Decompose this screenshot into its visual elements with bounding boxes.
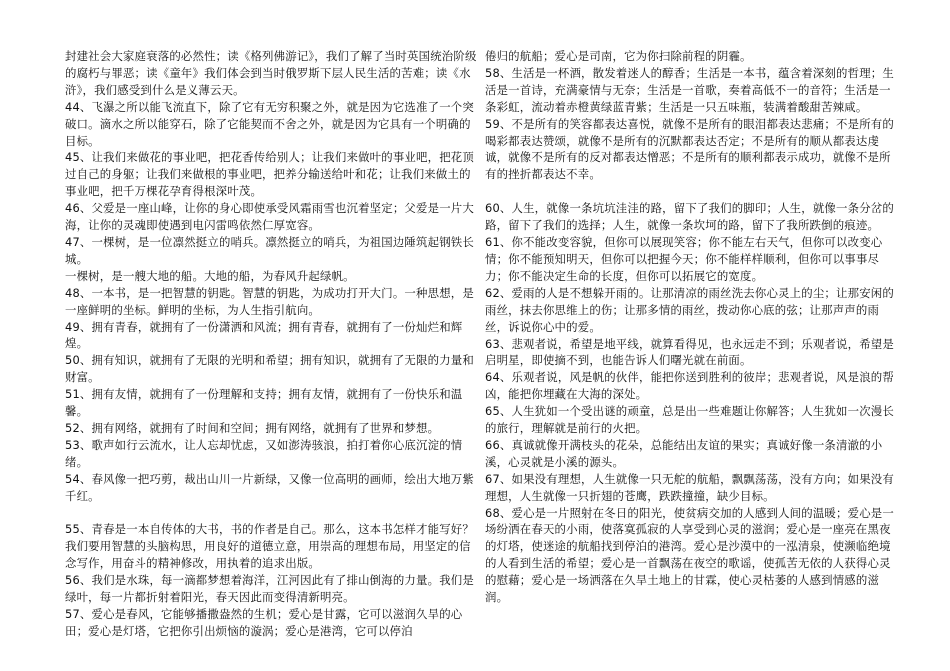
paragraph: 48、一本书，是一把智慧的钥匙。智慧的钥匙，为成功打开大门。一种思想，是一座鲜明的坐标。鲜明的坐标，为人生指引航向。 [65,285,474,317]
paragraph: 67、如果没有理想，人生就像一只无舵的航船，飘飘荡荡，没有方向；如果没有理想，人生就像一只折翅的苍鹰，跌跌撞撞，缺少目标。 [485,471,894,503]
paragraph: 57、爱心是春风，它能够播撒盎然的生机；爱心是甘露，它可以滋润久旱的心田；爱心是灯塔，它把你引出烦恼的漩涡；爱心是港湾，它可以停泊 [65,607,463,638]
paragraph: 封建社会大家庭衰落的必然性；读《格列佛游记》，我们了解了当时英国统治阶级的腐朽与罪恶；读《童年》我们体会到当时俄罗斯下层人民生活的苦难；读《水浒》，我们感受到什么是义薄云天。 [65,49,477,97]
paragraph: 68、爱心是一片照射在冬日的阳光，使贫病交加的人感到人间的温暖；爱心是一场纷洒在春天的小雨，使落寞孤寂的人享受到心灵的滋润；爱心是一座亮在黑夜的灯塔，使迷途的航船找到停泊的港湾。爱心是沙漠中的一泓清泉，使濒临绝境的人看到生活的希望；爱心是一首飘荡在夜空的歌谣，使孤苦无依的人获得心灵的慰藉；爱心是一场洒落在久旱土地上的甘霖，使心灵枯萎的人感到情感的滋润。 [485,505,894,605]
paragraph: 46、父爱是一座山峰，让你的身心即使承受风霜雨雪也沉着坚定；父爱是一片大海，让你的灵魂即使遇到电闪雷鸣依然仁厚宽容。 [65,201,474,233]
paragraph: 44、飞瀑之所以能飞流直下，除了它有无穷积聚之外，就是因为它选准了一个突破口。滴水之所以能穿石，除了它能契而不舍之外，就是因为它具有一个明确的目标。 [65,99,474,148]
paragraph: 47、一棵树，是一位凛然挺立的哨兵。凛然挺立的哨兵，为祖国边陲筑起钢铁长城。 [65,234,474,266]
paragraph: 66、真诚就像开满枝头的花朵，总能结出友谊的果实；真诚好像一条清澈的小溪，心灵就是小溪的源头。 [485,437,883,469]
paragraph: 49、拥有青春，就拥有了一份潇洒和风流；拥有青春，就拥有了一份灿烂和辉煌。 [65,319,463,351]
paragraph: 63、悲观者说，希望是地平线，就算看得见，也永远走不到；乐观者说，希望是启明星，即使摘不到，也能告诉人们曙光就在前面。 [485,336,894,368]
right-column [485,48,900,606]
paragraph: 一棵树，是一艘大地的船。大地的船，为春风升起绿帆。 [65,268,355,283]
paragraph: 58、生活是一杯酒，散发着迷人的醇香；生活是一本书，蕴含着深刻的哲理；生活是一首诗，充满豪情与无奈；生活是一首歌，奏着高低不一的音符；生活是一条彩虹，流动着赤橙黄绿蓝青紫；生活是一只五味瓶，装满着酸甜苦辣咸。 [485,65,894,114]
paragraph: 62、爱雨的人是不想躲开雨的。让那清凉的雨丝洗去你心灵上的尘；让那安闲的雨丝，抹去你思维上的伤；让那多情的雨丝，拨动你心底的弦；让那声声的雨丝，诉说你心中的爱。 [485,285,894,334]
paragraph: 61、你不能改变容貌，但你可以展现笑容；你不能左右天气，但你可以改变心情；你不能预知明天，但你可以把握今天；你不能样样顺利，但你可以事事尽力；你不能决定生命的长度，但你可以拓展它的宽度。 [485,235,883,283]
paragraph: 59、不是所有的笑容都表达喜悦，就像不是所有的眼泪都表达悲痛；不是所有的喝彩都表达赞颂，就像不是所有的沉默都表达否定；不是所有的顺从都表达虔诚，就像不是所有的反对都表达憎恶；不是所有的顺利都表示成功，就像不是所有的挫折都表达不幸。 [485,116,894,182]
paragraph: 65、人生犹如一个受出谜的顽童，总是出一些难题让你解答；人生犹如一次漫长的旅行，理解就是前行的火把。 [485,404,894,436]
blank-line [65,504,480,521]
paragraph: 64、乐观者说，风是帆的伙伴，能把你送到胜利的彼岸；悲观者说，风是浪的帮凶，能把你埋藏在大海的深处。 [485,370,894,402]
paragraph: 51、拥有友情，就拥有了一份理解和支持；拥有友情，就拥有了一份快乐和温馨。 [65,387,463,419]
paragraph: 60、人生，就像一条坑坑洼洼的路，留下了我们的脚印；人生，就像一条分岔的路，留下了我们的选择；人生，就像一条坎坷的路，留下了我所跌倒的痕迹。 [485,201,894,233]
paragraph: 55、青春是一本自传体的大书，书的作者是自己。那么，这本书怎样才能写好？我们要用智慧的头脑构思，用良好的道德立意，用崇高的理想布局，用坚定的信念写作，用奋斗的精神修改，用执着的追求出版。 [65,522,474,571]
blank-line [485,183,900,200]
paragraph: 倦归的航船；爱心是司南，它为你扫除前程的阴霾。 [485,49,752,63]
left-column [65,48,480,640]
paragraph: 56、我们是水珠，每一滴都梦想着海洋，江河因此有了排山倒海的力量。我们是绿叶，每一片都折射着阳光，春天因此而变得清新明亮。 [65,573,474,605]
paragraph: 54、春风像一把巧剪，裁出山川一片新绿，又像一位高明的画师，绘出大地万紫千红。 [65,471,474,503]
paragraph: 53、歌声如行云流水，让人忘却忧虑，又如澎涛骇浪，拍打着你心底沉淀的情绪。 [65,437,463,469]
paragraph: 52、拥有网络，就拥有了时间和空间；拥有网络，就拥有了世界和梦想。 [65,420,440,435]
paragraph: 45、让我们来做花的事业吧，把花香传给别人；让我们来做叶的事业吧，把花顶过自己的身躯；让我们来做根的事业吧，把养分输送给叶和花；让我们来做土的事业吧，把千万棵花孕育得根深叶茂。 [65,150,474,199]
paragraph: 50、拥有知识，就拥有了无限的光明和希望；拥有知识，就拥有了无限的力量和财富。 [65,353,474,385]
